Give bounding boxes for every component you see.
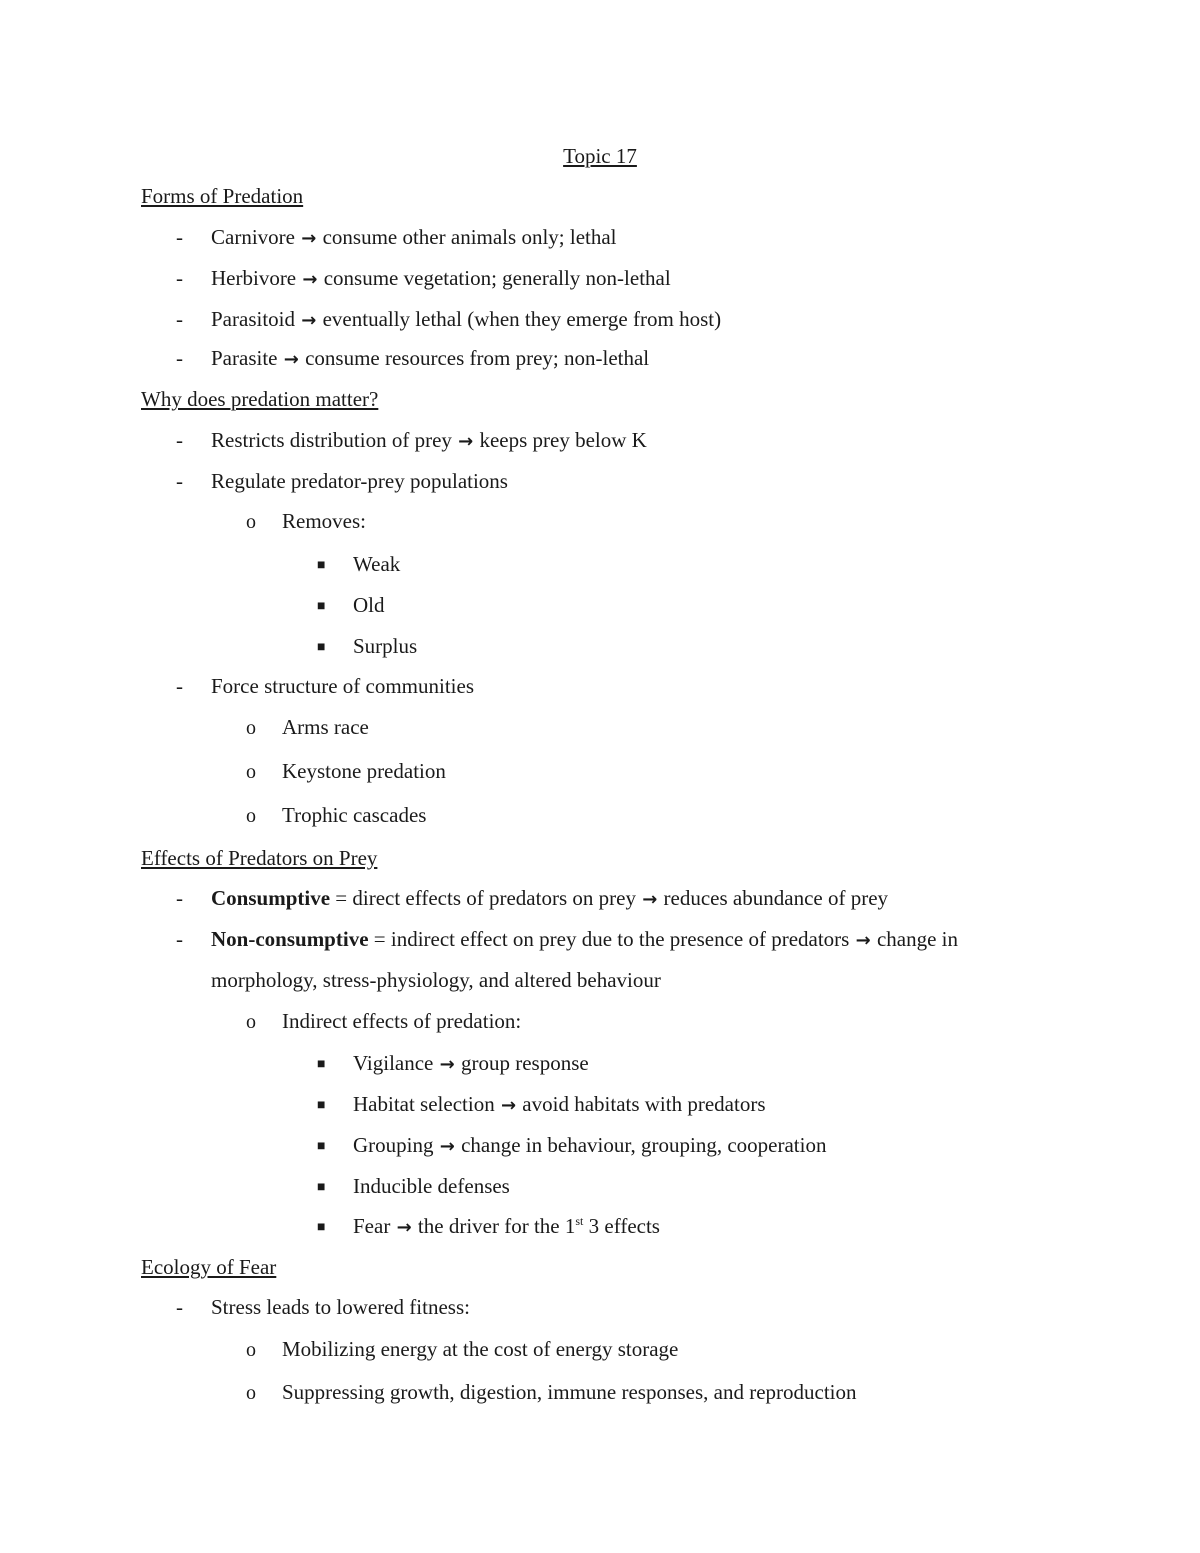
term: Parasitoid [211,307,295,331]
text: Trophic cascades [282,803,427,827]
arrow-right-icon: → [500,1095,517,1116]
dash-bullet: - [176,346,183,370]
list-item [317,592,385,620]
list-item-continuation: morphology, stress-physiology, and altered behaviour [211,968,661,992]
circle-bullet: o [246,1339,256,1361]
dash-bullet: - [176,428,183,452]
list-item [176,265,671,293]
text: Restricts distribution of prey [211,428,452,452]
list-item [176,345,649,373]
section-heading-ecology: Ecology of Fear [141,1255,277,1279]
section-heading-why: Why does predation matter? [141,387,379,411]
list-item [246,758,446,785]
square-bullet: ■ [317,640,326,655]
list-item [176,224,617,252]
list-item [317,1091,766,1119]
text: avoid habitats with predators [522,1092,766,1116]
text: = indirect effect on prey due to the presence of predators [368,927,850,951]
text: keeps prey below K [479,428,647,452]
list-item [246,1336,678,1363]
square-bullet: ■ [317,558,326,573]
list-item [176,427,647,455]
arrow-right-icon: → [439,1054,455,1075]
arrow-right-icon: → [458,431,474,452]
arrow-right-icon: → [439,1136,455,1157]
text: change in behaviour, grouping, cooperation [461,1133,827,1157]
square-bullet: ■ [317,1057,326,1072]
circle-bullet: o [246,761,256,783]
list-item [317,551,400,579]
description: consume resources from prey; non-lethal [305,346,650,370]
arrow-right-icon: → [283,349,299,370]
list-item [176,926,958,954]
text: Force structure of communities [211,674,475,698]
dash-bullet: - [176,1295,183,1319]
list-item [317,1173,510,1201]
dash-bullet: - [176,225,183,249]
term: Herbivore [211,266,297,290]
dash-bullet: - [176,266,183,290]
arrow-right-icon: → [855,930,871,951]
list-item [246,508,366,535]
square-bullet: ■ [317,599,326,614]
text: change in [876,927,958,951]
dash-bullet: - [176,674,183,698]
text: Habitat selection [353,1092,495,1116]
square-bullet: ■ [317,1220,326,1235]
text: = direct effects of predators on prey [330,886,636,910]
text: 3 effects [583,1214,660,1238]
text: Old [353,593,385,617]
square-bullet: ■ [317,1180,326,1195]
text: Fear [353,1214,391,1238]
text: Grouping [353,1133,434,1157]
term: Parasite [211,346,278,370]
text: Suppressing growth, digestion, immune responses, and reproduction [282,1380,857,1404]
list-item [317,1213,660,1241]
section-heading-effects: Effects of Predators on Prey [141,846,378,870]
circle-bullet: o [246,511,256,533]
circle-bullet: o [246,1011,256,1033]
list-item [246,714,369,741]
text: Surplus [353,634,418,658]
list-item [176,306,721,334]
description: consume other animals only; lethal [322,225,617,249]
superscript: st [575,1214,584,1228]
list-item [317,1050,589,1078]
description: eventually lethal (when they emerge from host) [322,307,722,331]
text: Keystone predation [282,759,446,783]
list-item [176,673,474,699]
text: group response [460,1051,589,1075]
text: Stress leads to lowered fitness: [211,1295,470,1319]
list-item [317,1132,826,1160]
text: the driver for the 1 [417,1214,576,1238]
square-bullet: ■ [317,1098,326,1113]
text: Weak [353,552,401,576]
arrow-right-icon: → [302,269,318,290]
dash-bullet: - [176,307,183,331]
term-bold: Consumptive [211,886,331,910]
square-bullet: ■ [317,1139,326,1154]
text: Vigilance [353,1051,434,1075]
list-item [246,1379,857,1406]
circle-bullet: o [246,805,256,827]
list-item [176,885,888,913]
list-item [317,633,417,661]
section-heading-forms: Forms of Predation [141,184,304,208]
text: Inducible defenses [353,1174,510,1198]
list-item [176,1294,470,1320]
list-item [246,1008,521,1035]
dash-bullet: - [176,927,183,951]
list-item [246,802,426,829]
text: Removes: [282,509,366,533]
text: Mobilizing energy at the cost of energy storage [282,1337,679,1361]
term: Carnivore [211,225,295,249]
text: reduces abundance of prey [663,886,889,910]
dash-bullet: - [176,469,183,493]
circle-bullet: o [246,1382,256,1404]
arrow-right-icon: → [396,1217,412,1238]
circle-bullet: o [246,717,256,739]
term-bold: Non-consumptive [211,927,369,951]
arrow-right-icon: → [642,889,658,910]
text: Regulate predator-prey populations [211,469,508,493]
list-item [176,468,508,494]
dash-bullet: - [176,886,183,910]
text: Indirect effects of predation: [282,1009,522,1033]
arrow-right-icon: → [301,228,317,249]
description: consume vegetation; generally non-lethal [323,266,671,290]
page-title: Topic 17 [563,144,637,168]
text: Arms race [282,715,369,739]
arrow-right-icon: → [301,310,317,331]
